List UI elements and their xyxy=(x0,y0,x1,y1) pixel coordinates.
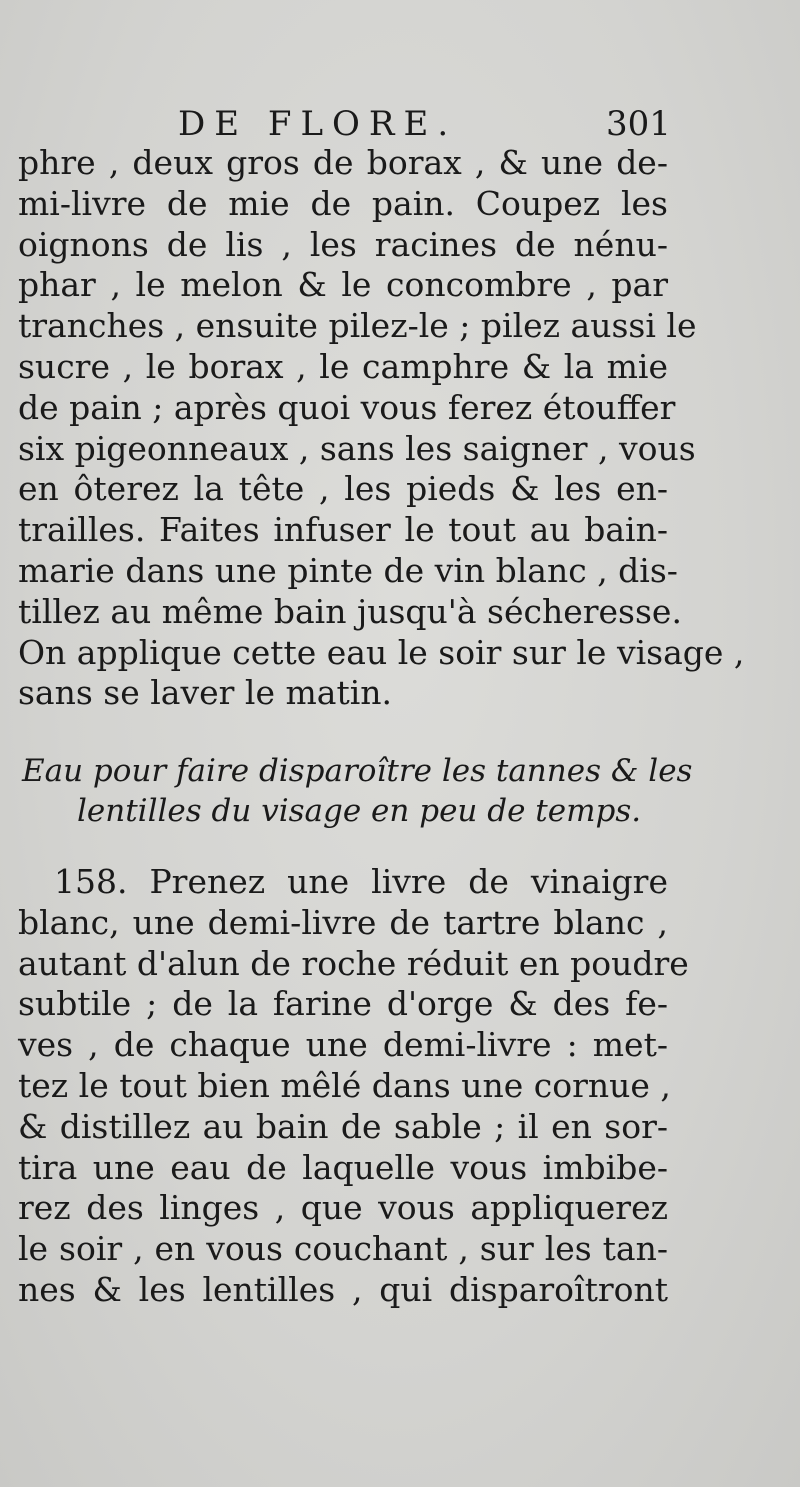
paragraph-1 xyxy=(18,143,745,714)
text-line: mi-livre de mie de pain. Coupez les xyxy=(18,183,668,223)
text-line: autant d'alun de roche réduit en poudre xyxy=(18,943,689,983)
text-line: & distillez au bain de sable ; il en sor- xyxy=(18,1106,668,1146)
text-line: tillez au même bain jusqu'à sécheresse. xyxy=(18,591,682,631)
text-line: de pain ; après quoi vous ferez étouffer xyxy=(18,387,676,427)
text-line: On applique cette eau le soir sur le visage , xyxy=(18,632,745,672)
recipe-title xyxy=(22,751,693,831)
text-line: le soir , en vous couchant , sur les tan- xyxy=(18,1229,668,1269)
text-line: six pigeonneaux , sans les saigner , vous xyxy=(18,428,696,468)
text-line: sans se laver le matin. xyxy=(18,673,393,713)
recipe-title-line: Eau pour faire disparoître les tannes & les xyxy=(22,753,693,789)
text-line: nes & les lentilles , qui disparoîtront xyxy=(18,1269,668,1309)
text-line: sucre , le borax , le camphre & la mie xyxy=(18,346,668,386)
text-line: phar , le melon & le concombre , par xyxy=(18,265,668,305)
text-line: phre , deux gros de borax , & une de- xyxy=(18,143,668,182)
text-line: tez le tout bien mêlé dans une cornue , xyxy=(18,1065,671,1105)
running-head: DE FLORE. xyxy=(178,104,458,144)
text-line: en ôterez la tête , les pieds & les en- xyxy=(18,469,668,509)
recipe-title-line: lentilles du visage en peu de temps. xyxy=(77,793,642,829)
text-line: oignons de lis , les racines de nénu- xyxy=(18,224,668,264)
text-line: ves , de chaque une demi-livre : met- xyxy=(18,1025,668,1065)
text-line: blanc, une demi-livre de tartre blanc , xyxy=(18,902,668,942)
text-line: subtile ; de la farine d'orge & des fe- xyxy=(18,984,668,1024)
text-line: tira une eau de laquelle vous imbibe- xyxy=(18,1147,668,1187)
text-line: marie dans une pinte de vin blanc , dis- xyxy=(18,550,678,590)
page-number: 301 xyxy=(606,104,671,144)
paragraph-2 xyxy=(18,862,689,1311)
text-line: 158. Prenez une livre de vinaigre xyxy=(54,862,668,901)
text-line: rez des linges , que vous appliquerez xyxy=(18,1188,668,1228)
text-line: trailles. Faites infuser le tout au bain- xyxy=(18,510,668,550)
text-line: tranches , ensuite pilez-le ; pilez aussi le xyxy=(18,306,697,346)
